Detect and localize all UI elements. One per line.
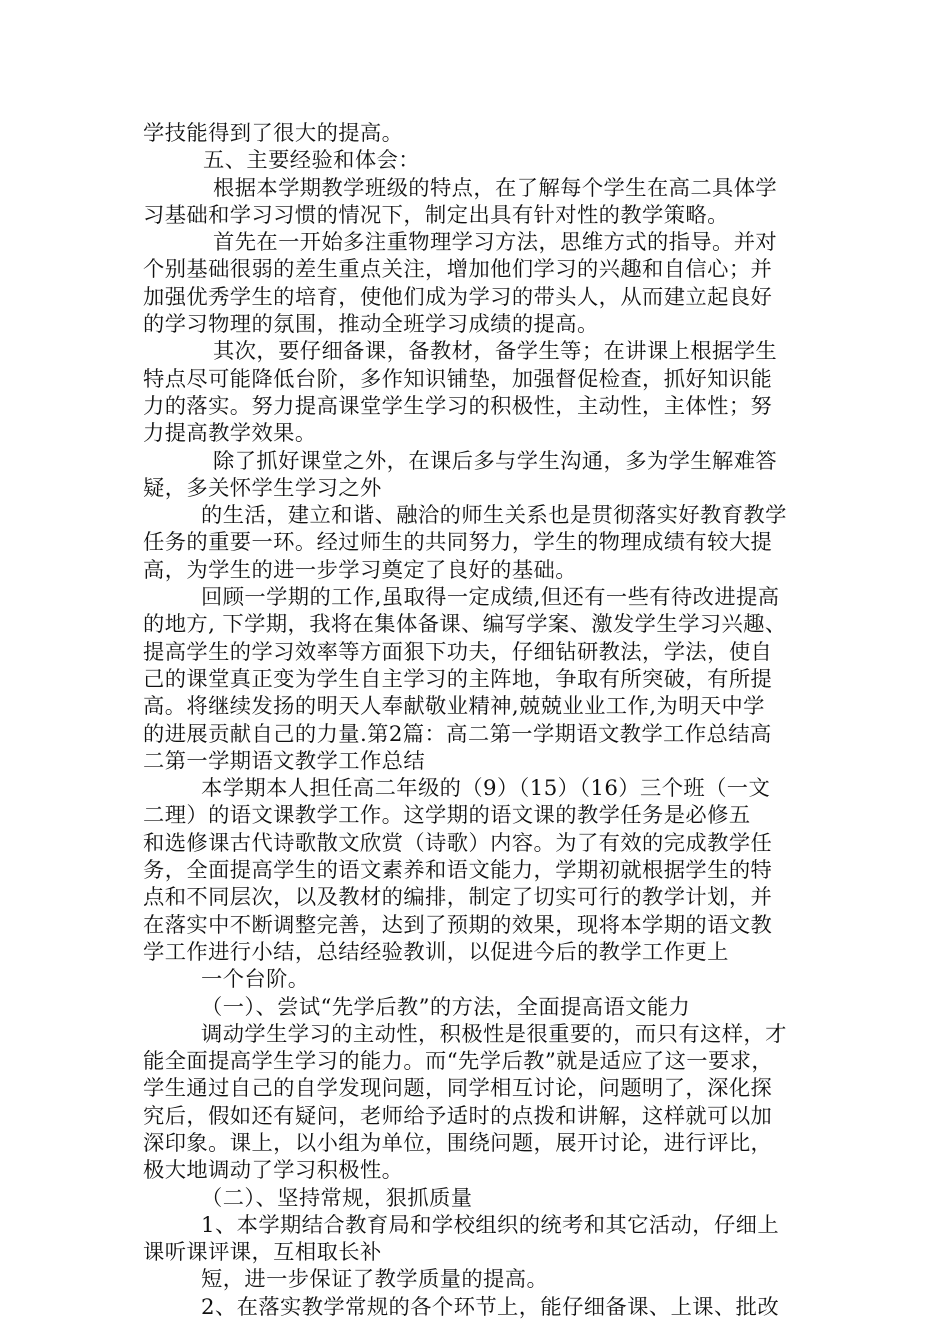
text-line: 学技能得到了很大的提高。 [143,121,404,146]
text-line: 二第一学期语文教学工作总结 [143,748,426,774]
text-line: 疑，多关怀学生学习之外 [143,475,382,501]
text-line: 调动学生学习的主动性，积极性是很重要的，而只有这样，才 [201,1021,787,1047]
text-line: 任务的重要一环。经过师生的共同努力，学生的物理成绩有较大提 [143,530,773,556]
section-heading: （二）、坚持常规，狠抓质量 [201,1185,473,1211]
text-line: 除了抓好课堂之外，在课后多与学生沟通，多为学生解难答 [213,448,778,474]
section-heading: 五、主要经验和体会： [203,148,420,174]
text-line: 二理）的语文课教学工作。这学期的语文课的教学任务是必修五 [143,803,751,829]
text-line: 回顾一学期的工作,虽取得一定成绩,但还有一些有待改进提高 [201,585,780,611]
section-heading: （一）、尝试“先学后教”的方法，全面提高语文能力 [201,994,691,1020]
text-line: 首先在一开始多注重物理学习方法，思维方式的指导。并对 [213,230,778,256]
text-line: 的地方, 下学期，我将在集体备课、编写学案、激发学生学习兴趣、 [143,612,787,638]
text-line: 点和不同层次，以及教材的编排，制定了切实可行的教学计划，并 [143,885,773,911]
text-line: 本学期本人担任高二年级的（9）（15）（16）三个班（一文 [201,776,771,802]
text-line: 和选修课古代诗歌散文欣赏（诗歌）内容。为了有效的完成教学任 [143,830,773,856]
text-line: 短，进一步保证了教学质量的提高。 [201,1267,549,1293]
text-line: 在落实中不断调整完善，达到了预期的效果，现将本学期的语文教 [143,912,773,938]
text-line: 务，全面提高学生的语文素养和语文能力，学期初就根据学生的特 [143,858,773,884]
text-line: 2、在落实教学常规的各个环节上，能仔细备课、上课、批改 [201,1294,780,1320]
text-line: 能全面提高学生学习的能力。而“先学后教”就是适应了这一要求， [143,1049,774,1075]
text-line: 提高学生的学习效率等方面狠下功夫，仔细钻研教法，学法，使自 [143,639,773,665]
text-line: 的进展贡献自己的力量.第2篇：高二第一学期语文教学工作总结高 [143,721,772,747]
text-line: 一个台阶。 [201,967,310,993]
text-line: 学生通过自己的自学发现问题，同学相互讨论，问题明了，深化探 [143,1076,773,1102]
text-line: 深印象。课上，以小组为单位，围绕问题，展开讨论，进行评比， [143,1130,773,1156]
text-line: 高，为学生的进一步学习奠定了良好的基础。 [143,557,577,583]
text-line: 究后，假如还有疑问，老师给予适时的点拨和讲解，这样就可以加 [143,1103,773,1129]
text-line: 力的落实。努力提高课堂学生学习的积极性，主动性，主体性；努 [143,393,773,419]
text-line: 力提高教学效果。 [143,421,317,447]
text-line: 的生活，建立和谐、融洽的师生关系也是贯彻落实好教育教学 [201,503,787,529]
text-line: 根据本学期教学班级的特点，在了解每个学生在高二具体学 [213,175,778,201]
text-line: 其次，要仔细备课，备教材，备学生等；在讲课上根据学生 [213,339,778,365]
text-line: 极大地调动了学习积极性。 [143,1158,404,1184]
text-line: 学工作进行小结，总结经验教训，以促进今后的教学工作更上 [143,939,729,965]
text-line: 个别基础很弱的差生重点关注，增加他们学习的兴趣和自信心；并 [143,257,773,283]
text-line: 高。将继续发扬的明天人奉献敬业精神,兢兢业业工作,为明天中学 [143,694,765,720]
text-line: 课听课评课，互相取长补 [143,1240,382,1266]
text-line: 的学习物理的氛围，推动全班学习成绩的提高。 [143,312,599,338]
text-line: 习基础和学习习惯的情况下，制定出具有针对性的教学策略。 [143,202,729,228]
text-line: 己的课堂真正变为学生自主学习的主阵地，争取有所突破，有所提 [143,666,773,692]
text-line: 1、本学期结合教育局和学校组织的统考和其它活动，仔细上 [201,1212,780,1238]
text-line: 特点尽可能降低台阶，多作知识铺垫，加强督促检查，抓好知识能 [143,366,773,392]
text-line: 加强优秀学生的培育，使他们成为学习的带头人，从而建立起良好 [143,284,773,310]
